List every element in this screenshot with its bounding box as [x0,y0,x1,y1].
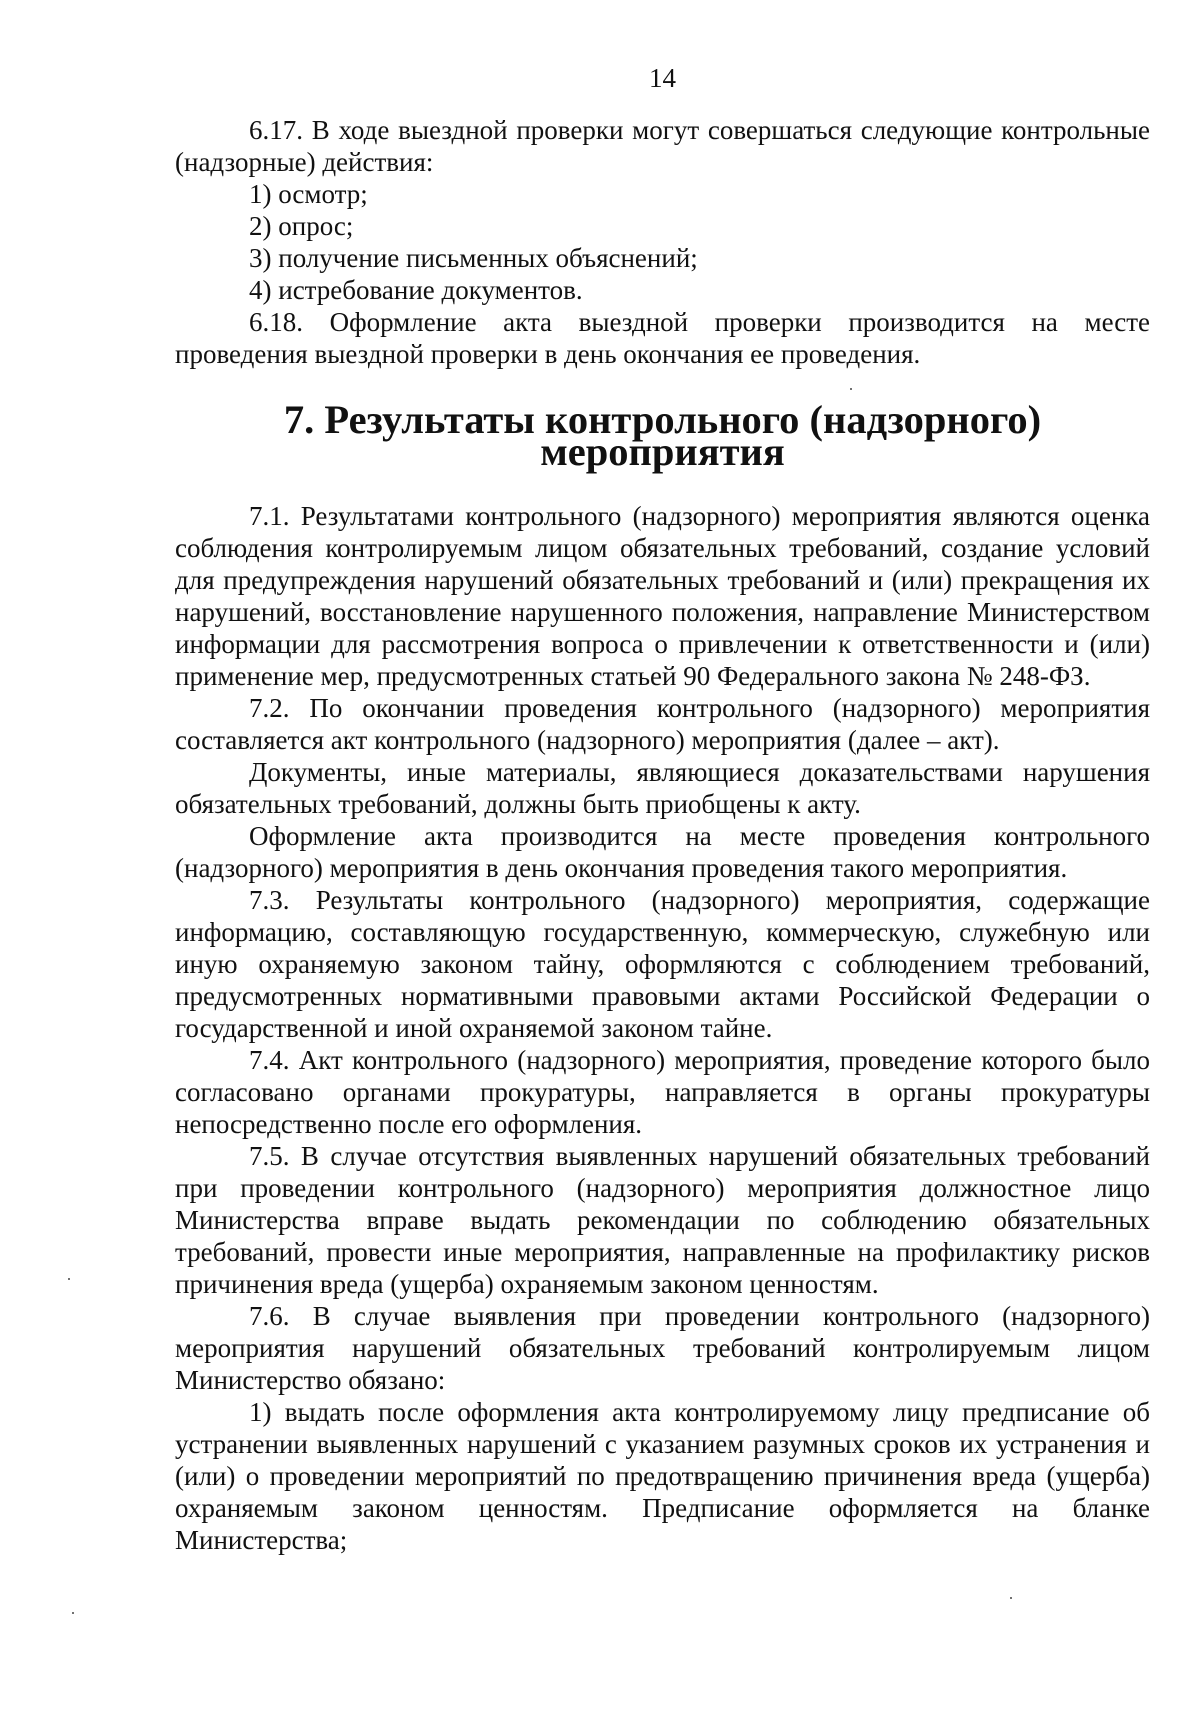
list-item-2: 2) опрос; [249,211,354,241]
list-item-1: 1) осмотр; [249,179,368,209]
scan-speck [68,1278,70,1280]
paragraph-documents: Документы, иные материалы, являющиеся доказательствами нарушения обязательных требований, должны быть приобщены к акту. [175,757,1150,819]
paragraph-7-5: 7.5. В случае отсутствия выявленных нарушений обязательных требований при проведении контрольного (надзорного) мероприятия должностное лицо Министерства вправе выдать рекомендации по соблюдению обязательных требований, провести иные мероприятия, направленные на профилактику рисков причинения вреда (ущерба) охраняемым законом ценностям. [175,1141,1150,1299]
paragraph-7-4: 7.4. Акт контрольного (надзорного) мероприятия, проведение которого было согласовано органами прокуратуры, направляется в органы прокуратуры непосредственно после его оформления. [175,1045,1150,1139]
paragraph-7-2: 7.2. По окончании проведения контрольного (надзорного) мероприятия составляется акт контрольного (надзорного) мероприятия (далее – акт). [175,693,1150,755]
section-heading: 7. Результаты контрольного (надзорного) мероприятия [283,397,1042,474]
paragraph-7-6-item-1: 1) выдать после оформления акта контролируемому лицу предписание об устранении выявленных нарушений с указанием разумных сроков их устранения и (или) о проведении мероприятий по предотвращению причинения вреда (ущерба) охраняемым законом ценностям. Предписание оформляется на бланке Министерства; [175,1397,1150,1555]
scan-speck [1010,1597,1012,1599]
scan-speck [72,1612,74,1614]
paragraph-act-registration: Оформление акта производится на месте проведения контрольного (надзорного) мероприятия в день окончания проведения такого мероприятия. [175,821,1150,883]
paragraph-7-3: 7.3. Результаты контрольного (надзорного) мероприятия, содержащие информацию, составляющую государственную, коммерческую, служебную или иную охраняемую законом тайну, оформляются с соблюдением требований, предусмотренных нормативными правовыми актами Российской Федерации о государственной и иной охраняемой законом тайне. [175,885,1150,1043]
paragraph-7-6: 7.6. В случае выявления при проведении контрольного (надзорного) мероприятия нарушений обязательных требований контролируемым лицом Министерство обязано: [175,1301,1150,1395]
scan-speck [850,388,852,390]
list-item-4: 4) истребование документов. [249,275,583,305]
list-item-3: 3) получение письменных объяснений; [249,243,698,273]
page-number: 14 [649,63,676,93]
paragraph-6-18: 6.18. Оформление акта выездной проверки производится на месте проведения выездной проверки в день окончания ее проведения. [175,307,1150,369]
document-content [175,114,1150,1556]
paragraph-7-1: 7.1. Результатами контрольного (надзорного) мероприятия являются оценка соблюдения контролируемым лицом обязательных требований, создание условий для предупреждения нарушений обязательных требований и (или) прекращения их нарушений, восстановление нарушенного положения, направление Министерством информации для рассмотрения вопроса о привлечении к ответственности и (или) применение мер, предусмотренных статьей 90 Федерального закона № 248-ФЗ. [175,501,1150,691]
paragraph-6-17: 6.17. В ходе выездной проверки могут совершаться следующие контрольные (надзорные) действия: [175,115,1150,177]
